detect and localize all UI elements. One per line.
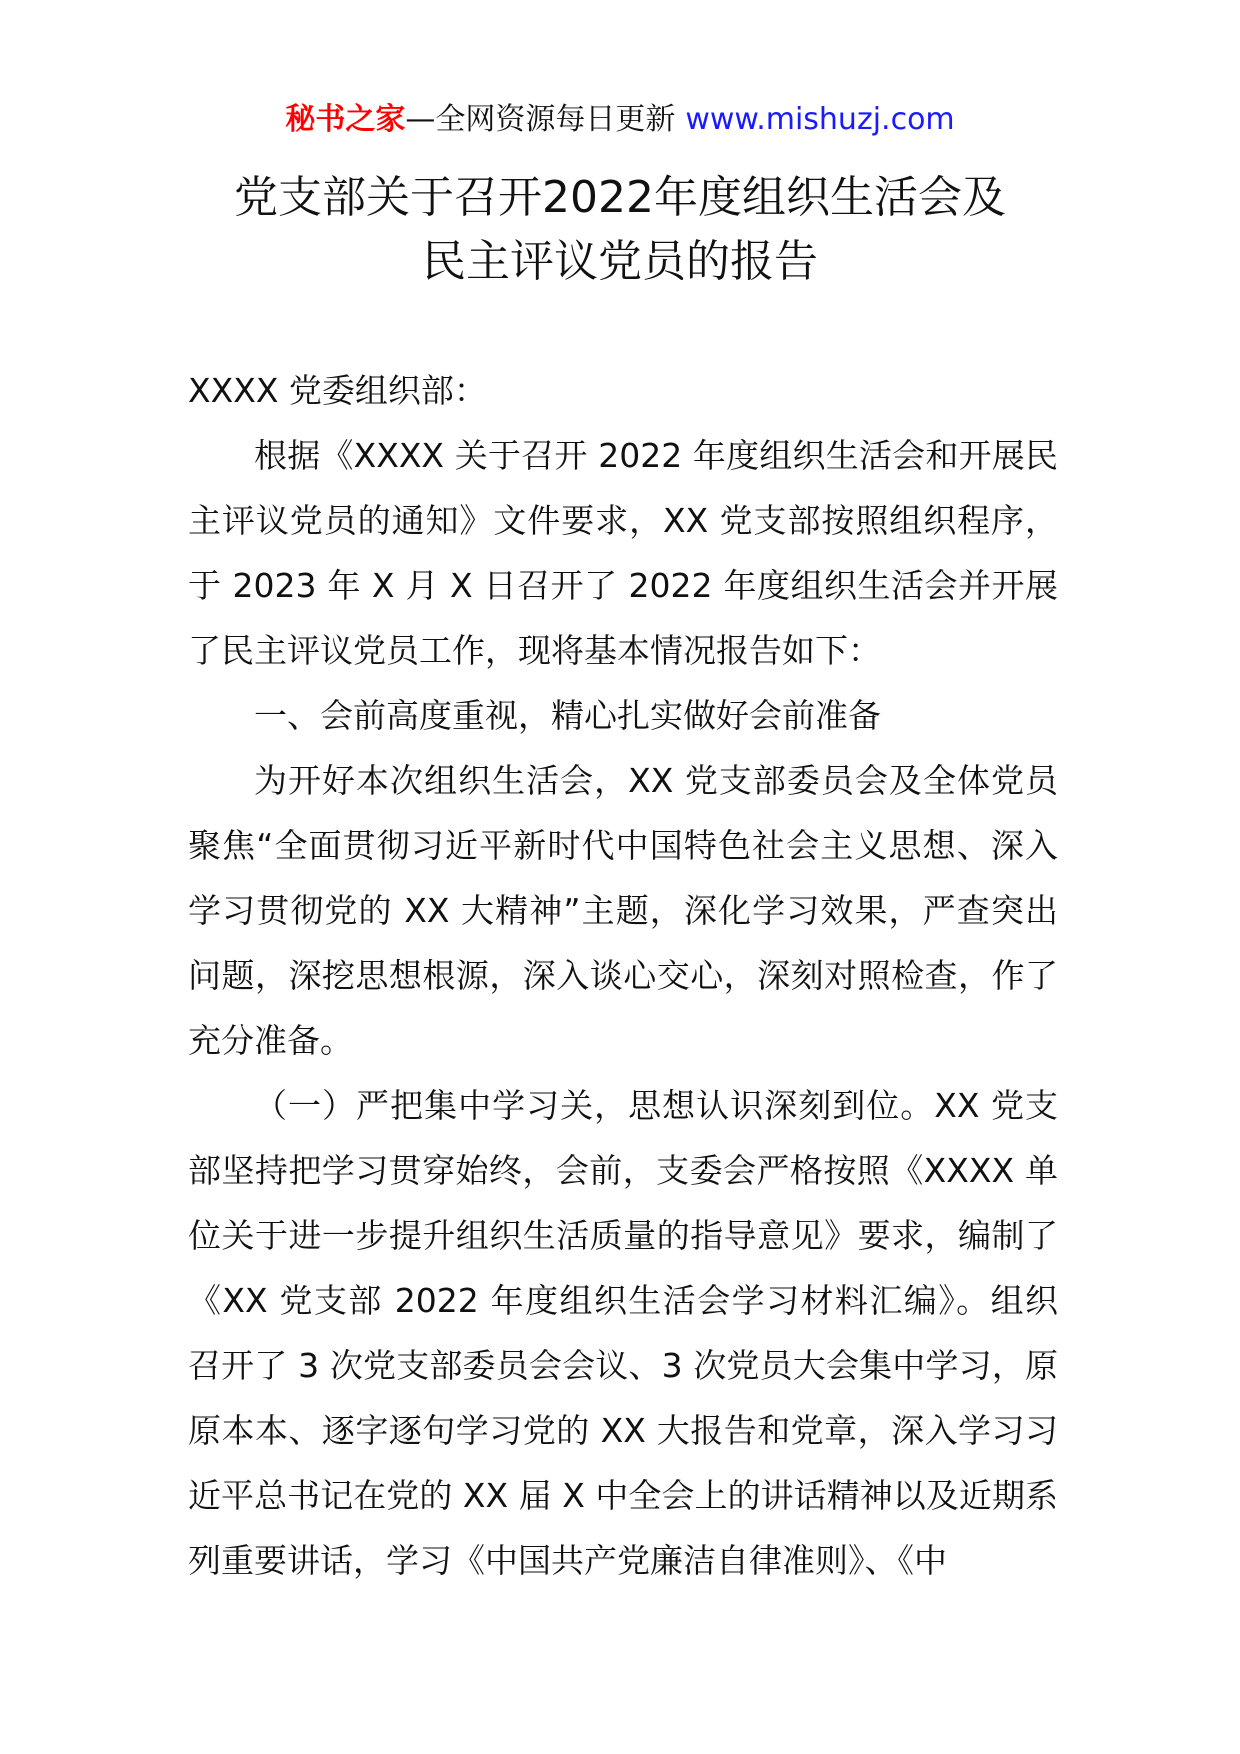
title-line-2: 民主评议党员的报告 — [422, 236, 818, 287]
paragraph-intro: 根据《XXXX 关于召开 2022 年度组织生活会和开展民主评议党员的通知》文件要求，XX 党支部按照组织程序，于 2023 年 X 月 X 日召开了 2022 年度组织生活会并开展了民主评议党员工作，现将基本情况报告如下： — [188, 436, 1058, 670]
site-header — [0, 100, 1240, 140]
document-body — [188, 358, 1058, 1593]
header-tagline: —全网资源每日更新 — [405, 102, 676, 137]
site-url-link[interactable]: www.mishuzj.com — [685, 102, 955, 137]
title-line-1: 党支部关于召开2022年度组织生活会及 — [234, 172, 1006, 223]
section-heading-1: 一、会前高度重视，精心扎实做好会前准备 — [254, 696, 881, 735]
document-title — [0, 166, 1240, 294]
salutation: XXXX 党委组织部： — [188, 371, 487, 410]
paragraph-study: （一）严把集中学习关，思想认识深刻到位。XX 党支部坚持把学习贯穿始终，会前，支委会严格按照《XXXX 单位关于进一步提升组织生活质量的指导意见》要求，编制了《XX 党支部 2022 年度组织生活会学习材料汇编》。组织召开了 3 次党支部委员会会议、3 次党员大会集中学习，原原本本、逐字逐句学习党的 XX 大报告和党章，深入学习习近平总书记在党的 XX 届 X 中全会上的讲话精神以及近期系列重要讲话，学习《中国共产党廉洁自律准则》、《中 — [188, 1086, 1058, 1580]
brand-name: 秘书之家 — [285, 102, 406, 137]
paragraph-preparation: 为开好本次组织生活会，XX 党支部委员会及全体党员聚焦“全面贯彻习近平新时代中国特色社会主义思想、深入学习贯彻党的 XX 大精神”主题，深化学习效果，严查突出问题，深挖思想根源，深入谈心交心，深刻对照检查，作了充分准备。 — [188, 761, 1058, 1060]
